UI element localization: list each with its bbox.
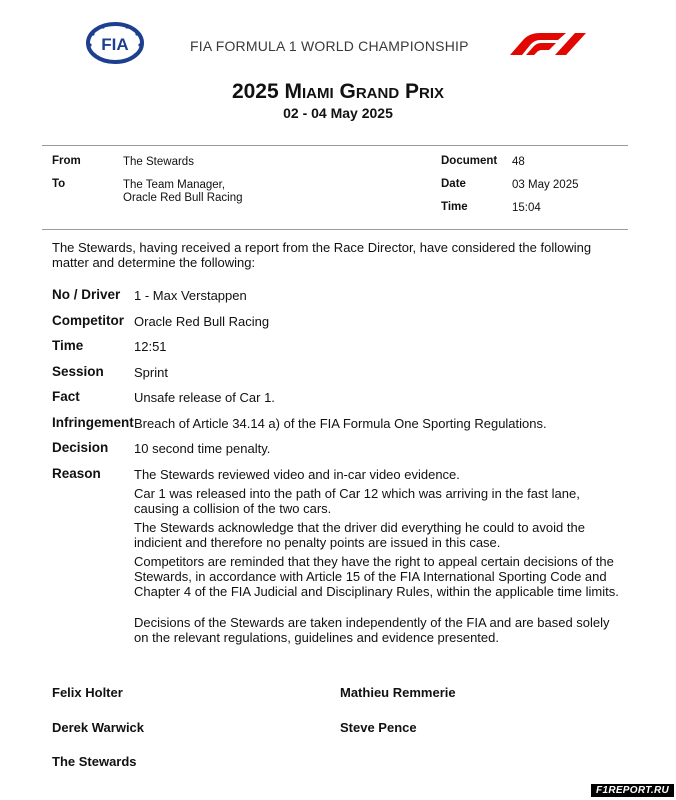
divider-top [42,145,628,146]
date-label: Date [441,178,466,190]
to-value-line2: Oracle Red Bull Racing [123,192,243,204]
reason-text [134,467,624,649]
to-label: To [52,178,66,190]
fact-value: Unsafe release of Car 1. [134,390,275,405]
championship-title: FIA FORMULA 1 WORLD CHAMPIONSHIP [190,38,469,54]
time-label: Time [441,201,468,213]
decision-label: Decision [52,440,109,455]
reason-paragraph-4: Competitors are reminded that they have the right to appeal certain decisions of the Stewards, in accordance with Article 15 of the FIA International Sporting Code and Chapter 4 of the FIA Judicial and Disciplinary Rules, within the applicable time limits. [134,554,619,599]
session-label: Session [52,364,104,379]
event-title: 2025 Miami Grand Prix [231,80,445,103]
f1-logo [506,31,588,55]
fact-label: Fact [52,389,80,404]
from-label: From [52,155,81,167]
from-value: The Stewards [123,156,194,168]
reason-paragraph-5: Decisions of the Stewards are taken independently of the FIA and are based solely on the relevant regulations, guidelines and evidence presented. [134,615,610,645]
session-value: Sprint [134,365,168,380]
document-label: Document [441,155,498,167]
decision-value: 10 second time penalty. [134,441,271,456]
competitor-label: Competitor [52,313,124,328]
steward-signature-4: Steve Pence [340,720,417,735]
date-value: 03 May 2025 [512,179,579,191]
time-value: 15:04 [512,202,541,214]
reason-label: Reason [52,466,101,481]
infringement-value: Breach of Article 34.14 a) of the FIA Formula One Sporting Regulations. [134,416,547,431]
watermark: F1REPORT.RU [591,784,674,797]
competitor-value: Oracle Red Bull Racing [134,314,270,329]
stewards-footer: The Stewards [52,754,137,769]
to-value [123,179,243,205]
steward-signature-2: Mathieu Remmerie [340,685,456,700]
fia-logo [86,22,144,64]
divider-bottom [42,229,628,230]
incident-time-value: 12:51 [134,339,167,354]
driver-label: No / Driver [52,287,121,302]
event-dates: 02 - 04 May 2025 [283,105,393,121]
steward-signature-1: Felix Holter [52,685,123,700]
svg-text:FIA: FIA [101,35,129,54]
reason-paragraph-2: Car 1 was released into the path of Car 12 which was arriving in the fast lane, causing a collision of the two cars. [134,486,580,516]
driver-value: 1 - Max Verstappen [134,288,247,303]
document-value: 48 [512,156,525,168]
reason-paragraph-3: The Stewards acknowledge that the driver did everything he could to avoid the indicient and therefore no penalty points are issued in this case. [134,520,585,550]
infringement-label: Infringement [52,415,134,430]
incident-time-label: Time [52,338,84,353]
steward-signature-3: Derek Warwick [52,720,145,735]
reason-paragraph-1: The Stewards reviewed video and in-car video evidence. [134,467,460,482]
intro-paragraph: The Stewards, having received a report from the Race Director, have considered the following matter and determine the following: [52,240,592,270]
to-value-line1: The Team Manager, [123,179,226,191]
